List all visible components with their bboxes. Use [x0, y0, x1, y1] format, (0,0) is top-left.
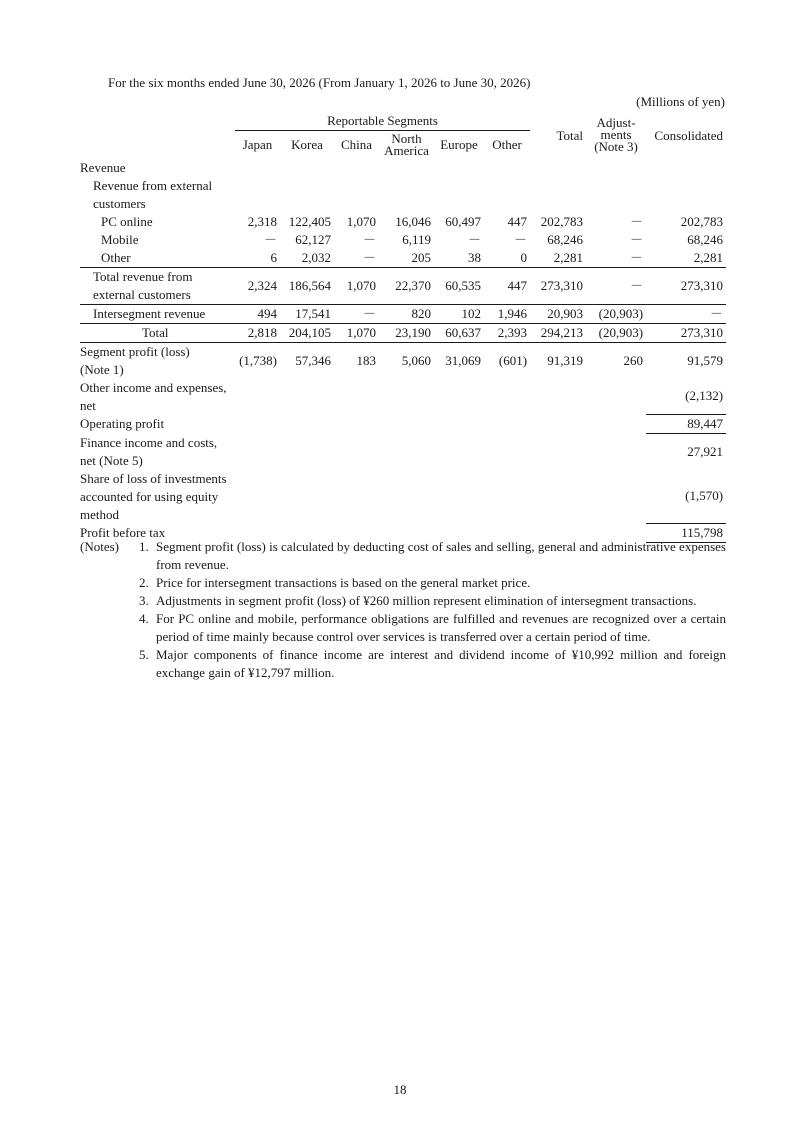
- cell: 202,783: [540, 213, 584, 229]
- note-number: 3.: [139, 593, 149, 608]
- note-text: Adjustments in segment profit (loss) of ¥260 million represent elimination of intersegment transactions.: [156, 593, 697, 608]
- cell: 5,060: [401, 352, 431, 368]
- operating-profit-label: Operating profit: [80, 416, 165, 431]
- cell: 447: [484, 267, 530, 304]
- cell: 183: [356, 352, 376, 368]
- total-label: Total: [80, 323, 235, 342]
- row-label: PC online: [101, 213, 153, 229]
- cell: (2,132): [646, 379, 726, 415]
- profit-before-tax-label: Profit before tax: [80, 525, 166, 540]
- period-heading: For the six months ended June 30, 2026 (From January 1, 2026 to June 30, 2026): [108, 75, 531, 90]
- cell: 60,637: [434, 323, 484, 342]
- segment-table: [80, 112, 726, 543]
- note-number: 2.: [139, 575, 149, 590]
- cell: －: [362, 231, 376, 247]
- cell: 57,346: [295, 352, 331, 368]
- row-label: Intersegment revenue: [80, 304, 235, 323]
- adjustments-header-line2: ments: [600, 127, 632, 143]
- japan-header: Japan: [242, 137, 273, 153]
- cell: 16,046: [395, 213, 431, 229]
- note-item: [80, 592, 726, 610]
- cell: －: [467, 231, 481, 247]
- page-number: 18: [393, 1082, 407, 1097]
- cell: －: [646, 304, 726, 323]
- note-text: Price for intersegment transactions is based on the general market price.: [156, 575, 531, 590]
- note-item: [80, 574, 726, 592]
- cell: (601): [498, 352, 528, 368]
- cell: 2,281: [646, 249, 726, 268]
- table-row: [80, 434, 726, 470]
- cell: 102: [434, 304, 484, 323]
- north-america-header: North America: [384, 130, 429, 158]
- table-row: [80, 177, 726, 213]
- note-text: For PC online and mobile, performance obligations are fulfilled and revenues are recognized over a certain period of time mainly because control over services is transferred over a certain period of time.: [156, 611, 726, 644]
- cell: 38: [434, 249, 484, 268]
- korea-header: Korea: [291, 137, 323, 153]
- cell: 494: [235, 304, 280, 323]
- units-label: (Millions of yen): [636, 94, 725, 109]
- note-number: 5.: [139, 647, 149, 662]
- note-number: 4.: [139, 611, 149, 626]
- cell: 447: [507, 213, 528, 229]
- cell: 294,213: [530, 323, 586, 342]
- cell: －: [586, 249, 646, 268]
- cell: 89,447: [646, 415, 726, 434]
- cell: 1,070: [346, 213, 376, 229]
- cell: 60,497: [445, 213, 481, 229]
- cell: 273,310: [646, 267, 726, 304]
- cell: 273,310: [530, 267, 586, 304]
- cell: 0: [484, 249, 530, 268]
- total-header: Total: [556, 127, 584, 143]
- cell: 260: [623, 352, 644, 368]
- cell: (20,903): [586, 304, 646, 323]
- cell: 202,783: [680, 213, 724, 229]
- cell: 115,798: [646, 524, 726, 543]
- note-text: Segment profit (loss) is calculated by deducting cost of sales and selling, general and administrative expenses from revenue.: [156, 539, 726, 572]
- cell: 68,246: [547, 231, 584, 247]
- cell: 62,127: [295, 231, 331, 247]
- cell: 60,535: [434, 267, 484, 304]
- note-item: [80, 610, 726, 646]
- cell: 186,564: [280, 267, 334, 304]
- table-row: [80, 249, 726, 268]
- note-number: 1.: [139, 539, 149, 554]
- cell: 31,069: [445, 352, 481, 368]
- table-row: [80, 379, 726, 415]
- cell: 6,119: [402, 231, 431, 247]
- cell: 2,032: [280, 249, 334, 268]
- cell: 68,246: [687, 231, 724, 247]
- table-row: [80, 342, 726, 379]
- cell: (20,903): [586, 323, 646, 342]
- table-row: [80, 159, 726, 177]
- other-header: Other: [492, 137, 522, 153]
- china-header: China: [340, 137, 373, 153]
- notes-prefix: (Notes): [80, 539, 119, 554]
- cell: 22,370: [379, 267, 434, 304]
- cell: (1,570): [646, 470, 726, 524]
- adjustments-header-line3: (Note 3): [594, 139, 638, 155]
- cell: 2,393: [484, 323, 530, 342]
- europe-header: Europe: [440, 137, 478, 153]
- cell: 1,070: [334, 267, 379, 304]
- cell: －: [263, 231, 277, 247]
- cell: 820: [379, 304, 434, 323]
- cell: 2,818: [235, 323, 280, 342]
- cell: 205: [379, 249, 434, 268]
- note-item: [80, 646, 726, 682]
- row-label: Mobile: [101, 231, 139, 247]
- cell: 91,319: [547, 352, 584, 368]
- segment-profit-label: Segment profit (loss) (Note 1): [80, 342, 235, 379]
- revenue-external-label: Revenue from external customers: [93, 177, 213, 211]
- consolidated-header: Consolidated: [654, 127, 724, 143]
- cell: －: [334, 249, 379, 268]
- cell: 1,070: [334, 323, 379, 342]
- share-of-loss-label: Share of loss of investments accounted for using equity method: [80, 470, 227, 522]
- cell: －: [586, 267, 646, 304]
- cell: 122,405: [288, 213, 331, 229]
- notes-section: [80, 538, 726, 682]
- cell: 27,921: [687, 443, 724, 459]
- cell: 17,541: [280, 304, 334, 323]
- table-row: [80, 323, 726, 342]
- reportable-segments-header: Reportable Segments: [235, 112, 530, 131]
- cell: (1,738): [239, 352, 277, 368]
- cell: －: [514, 231, 528, 247]
- cell: －: [630, 231, 644, 247]
- table-row: [80, 415, 726, 434]
- cell: 2,324: [235, 267, 280, 304]
- cell: －: [630, 213, 644, 229]
- total-external-label: Total revenue from external customers: [80, 267, 235, 304]
- row-label: Other: [101, 249, 131, 265]
- cell: 91,579: [687, 352, 724, 368]
- table-row: [80, 267, 726, 304]
- cell: 2,318: [247, 213, 277, 229]
- cell: 2,281: [530, 249, 586, 268]
- table-row: [80, 213, 726, 231]
- table-row: [80, 470, 726, 524]
- cell: 23,190: [379, 323, 434, 342]
- cell: 20,903: [530, 304, 586, 323]
- cell: 6: [235, 249, 280, 268]
- finance-income-label: Finance income and costs, net (Note 5): [80, 434, 218, 468]
- adjustments-header-line1: Adjust-: [596, 115, 636, 131]
- table-row: [80, 304, 726, 323]
- revenue-label: Revenue: [80, 159, 126, 175]
- note-text: Major components of finance income are interest and dividend income of ¥10,992 million and foreign exchange gain of ¥12,797 million.: [156, 647, 726, 680]
- cell: 1,946: [484, 304, 530, 323]
- cell: 204,105: [280, 323, 334, 342]
- adjustments-header: [586, 112, 646, 159]
- note-item: [80, 538, 726, 574]
- cell: －: [334, 304, 379, 323]
- header-row-1: [80, 112, 726, 131]
- other-income-label: Other income and expenses, net: [80, 379, 227, 413]
- cell: 273,310: [646, 323, 726, 342]
- table-row: [80, 231, 726, 249]
